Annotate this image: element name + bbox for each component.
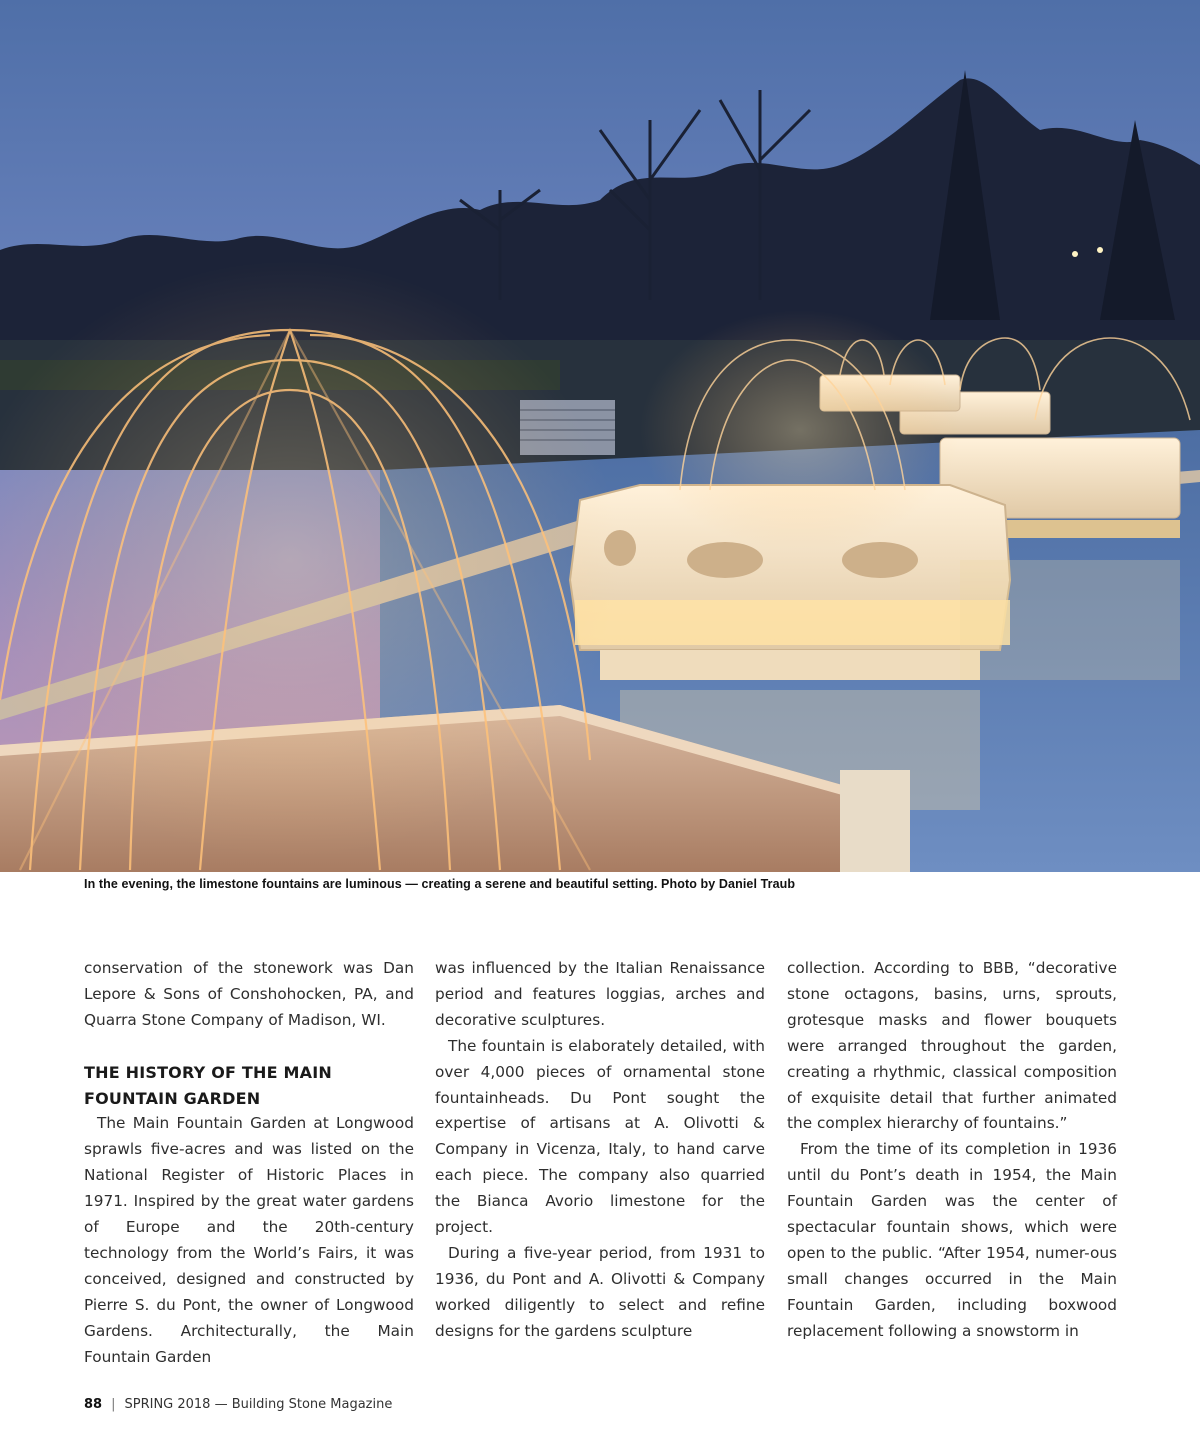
issue-label: SPRING 2018 <box>124 1397 211 1412</box>
text-column-3 <box>787 956 1117 1345</box>
paragraph: From the time of its completion in 1936 until du Pont’s death in 1954, the Main Fountain Garden was the center of spectacular fountain shows, which were open to the public. “After 1954, numer-ous small changes occurred in the Main Fountain Garden, including boxwood replacement following a snowstorm in <box>787 1140 1117 1340</box>
paragraph: was influenced by the Italian Renaissance period and features loggias, arches and decorative sculptures. <box>435 959 765 1029</box>
text-column-2 <box>435 956 765 1345</box>
paragraph: During a five-year period, from 1931 to 1936, du Pont and A. Olivotti & Company worked diligently to select and refine designs for the gardens sculpture <box>435 1243 765 1340</box>
paragraph: The Main Fountain Garden at Longwood sprawls five-acres and was listed on the National Register of Historic Places in 1971. Inspired by the great water gardens of Europe and the 20th-century technology from the World’s Fairs, it was conceived, designed and constructed by Pierre S. du Pont, the owner of Longwood Gardens. Architecturally, the Main Fountain Garden <box>84 1114 414 1366</box>
footer-separator: | <box>111 1397 116 1412</box>
photo-caption: In the evening, the limestone fountains are luminous — creating a serene and beautiful setting. Photo by Daniel Traub <box>84 877 796 891</box>
publication-name: — Building Stone Magazine <box>214 1397 393 1412</box>
paragraph: collection. According to BBB, “decorative stone octagons, basins, urns, sprouts, grotesque masks and flower bouquets were arranged throughout the garden, creating a rhythmic, classical composition of exquisite detail that further animated the complex hierarchy of fountains.” <box>787 959 1117 1133</box>
section-heading: THE HISTORY OF THE MAIN FOUNTAIN GARDEN <box>84 1062 332 1108</box>
page-footer <box>84 1397 392 1412</box>
page-number: 88 <box>84 1397 103 1412</box>
paragraph: The fountain is elaborately detailed, with over 4,000 pieces of ornamental stone fountainheads. Du Pont sought the expertise of artisans at A. Olivotti & Company in Vicenza, Italy, to hand carve each piece. The company also quarried the Bianca Avorio limestone for the project. <box>435 1036 765 1237</box>
text-column-1 <box>84 956 414 1370</box>
paragraph: conservation of the stonework was Dan Lepore & Sons of Conshohocken, PA, and Quarra Stone Company of Madison, WI. <box>84 959 414 1029</box>
